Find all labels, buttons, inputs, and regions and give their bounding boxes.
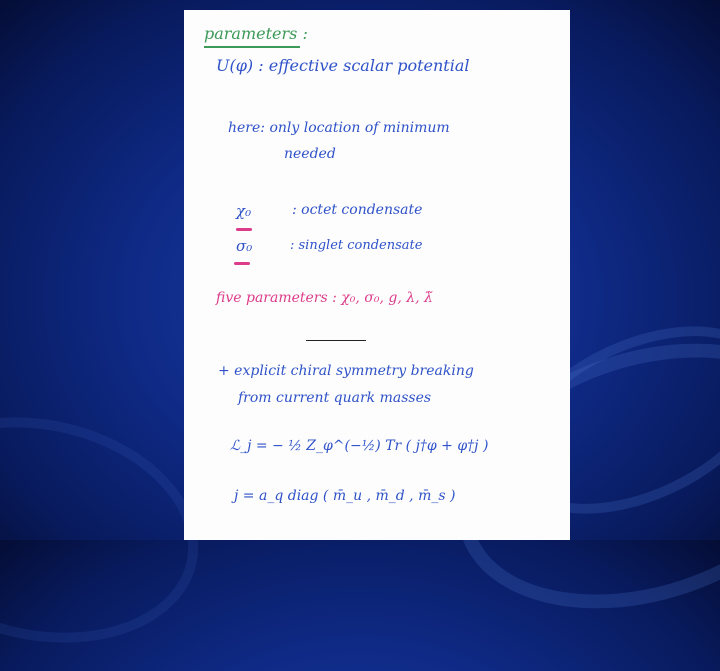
sigma-highlight-mark [234, 262, 250, 265]
lagrangian-formula: ℒ_j = − ½ Z_φ^(−½) Tr ( j†φ + φ†j ) [230, 438, 489, 454]
note-here-line-2: needed [284, 146, 336, 162]
chi-highlight-mark [236, 228, 252, 231]
explicit-breaking-line-1: + explicit chiral symmetry breaking [218, 363, 474, 379]
handwritten-note-sheet [184, 10, 570, 540]
section-divider [306, 340, 366, 341]
sigma-description: : singlet condensate [290, 238, 423, 253]
source-definition-formula: j = a_q diag ( m̄_u , m̄_d , m̄_s ) [234, 488, 456, 504]
title-underline [204, 46, 300, 48]
five-parameters-line: five parameters : χ₀, σ₀, g, λ, λ̃ [216, 290, 433, 306]
note-title: parameters : [204, 24, 308, 43]
chi-symbol: χ₀ [236, 202, 252, 220]
chi-description: : octet condensate [292, 202, 423, 218]
note-here-line-1: here: only location of minimum [228, 120, 450, 136]
explicit-breaking-line-2: from current quark masses [238, 390, 432, 406]
potential-definition: U(φ) : effective scalar potential [216, 56, 470, 75]
sigma-symbol: σ₀ [236, 237, 253, 255]
